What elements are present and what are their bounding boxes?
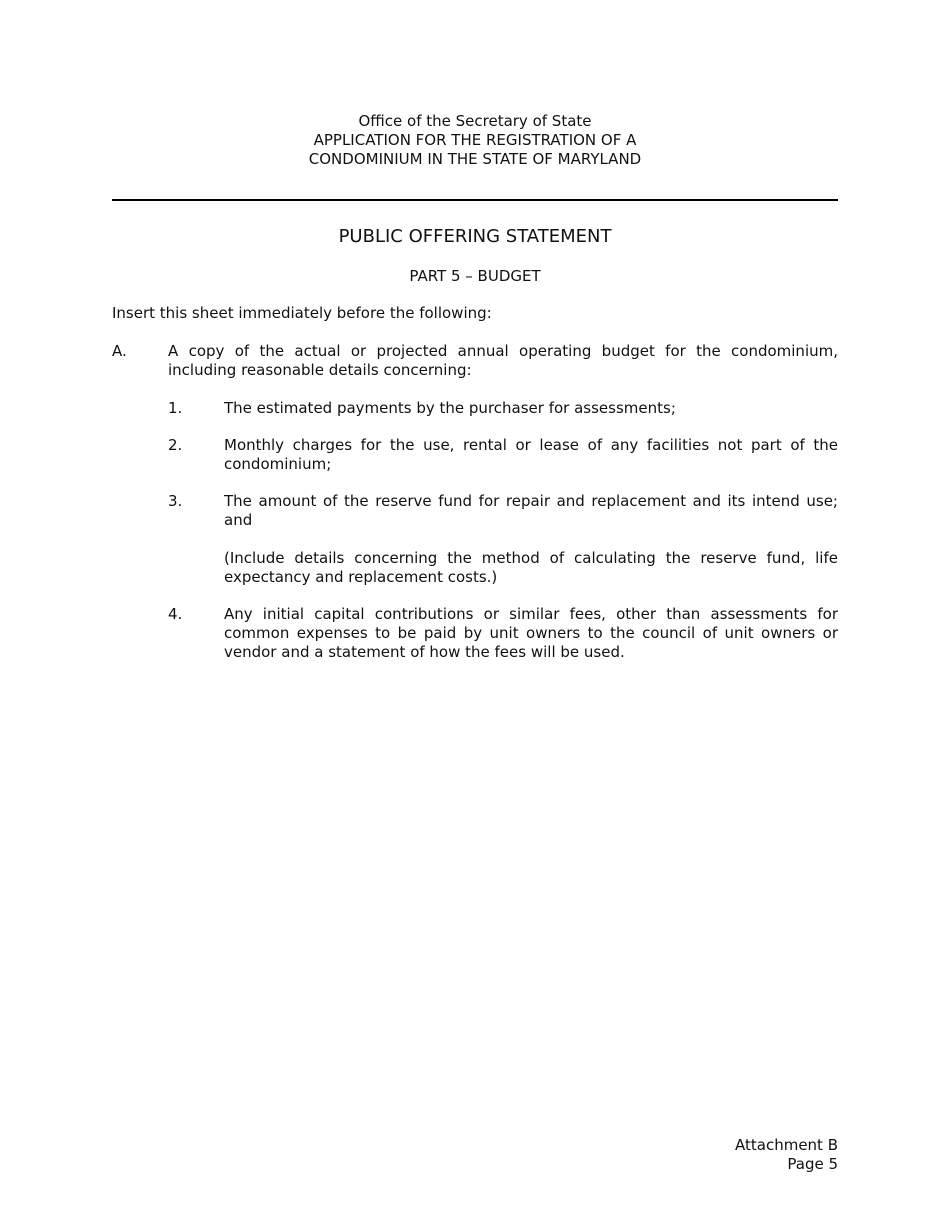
item-text: The estimated payments by the purchaser for assessments; [224, 399, 676, 417]
intro-instruction: Insert this sheet immediately before the following: [112, 304, 492, 322]
header-application-title: APPLICATION FOR THE REGISTRATION OF A [313, 131, 637, 149]
part-heading: PART 5 – BUDGET [409, 267, 541, 285]
item-number: 1. [168, 399, 183, 417]
footer-attachment: Attachment B [735, 1136, 838, 1154]
header-office: Office of the Secretary of State [358, 112, 592, 130]
list-item [168, 436, 838, 474]
list-item [168, 399, 838, 418]
list-item [168, 492, 838, 587]
section-marker: A. [112, 342, 127, 360]
header-divider [112, 199, 838, 201]
item-note: (Include details concerning the method of calculating the reserve fund, life expectancy and replacement costs.) [224, 549, 838, 586]
list-item [168, 605, 838, 662]
budget-items-list [168, 399, 838, 680]
section-a [112, 342, 838, 380]
page-footer [735, 1136, 838, 1174]
item-text: The amount of the reserve fund for repair and replacement and its intend use; and [224, 492, 838, 529]
item-number: 4. [168, 605, 183, 623]
item-number: 3. [168, 492, 183, 510]
footer-page-number: Page 5 [787, 1155, 838, 1173]
item-number: 2. [168, 436, 183, 454]
page-title: PUBLIC OFFERING STATEMENT [338, 226, 612, 247]
document-header [112, 112, 838, 169]
item-text: Monthly charges for the use, rental or lease of any facilities not part of the condominium; [224, 436, 838, 473]
section-text: A copy of the actual or projected annual operating budget for the condominium, including reasonable details concerning: [168, 342, 838, 379]
item-text: Any initial capital contributions or similar fees, other than assessments for common expenses to be paid by unit owners to the council of unit owners or vendor and a statement of how the fees will be used. [224, 605, 838, 661]
header-application-subtitle: CONDOMINIUM IN THE STATE OF MARYLAND [308, 150, 642, 168]
